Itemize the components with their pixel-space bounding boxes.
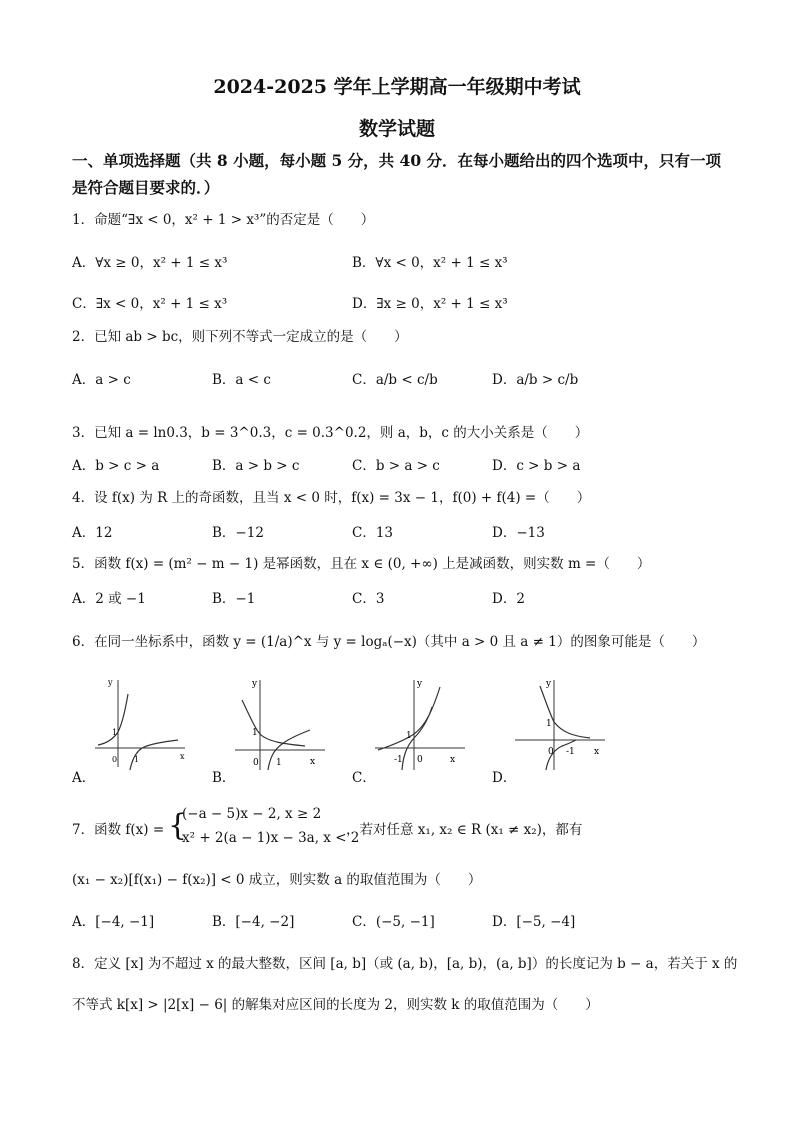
- q2-option-a[interactable]: A．a > c: [72, 372, 131, 388]
- q5-option-a[interactable]: A．2 或 −1: [72, 591, 146, 607]
- graph-a-origin: 0: [112, 755, 118, 764]
- graph-b-exp-curve: [242, 700, 305, 746]
- q7-option-a[interactable]: A．[−4, −1]: [72, 914, 155, 930]
- graph-a: [90, 672, 190, 772]
- q3-option-a[interactable]: A．b > c > a: [72, 458, 160, 474]
- q2-option-c[interactable]: C．a/b < c/b: [352, 372, 438, 388]
- q7-brace: {: [168, 808, 188, 843]
- graph-b-origin: 0: [253, 758, 259, 768]
- exam-subtitle: 数学试题: [358, 118, 435, 140]
- q7-case2: x² + 2(a − 1)x − 3a, x < 2: [182, 830, 360, 846]
- exam-title: 2024-2025 学年上学期高一年级期中考试: [213, 76, 581, 98]
- graph-b-one-y: 1: [252, 728, 258, 738]
- graph-b-one-x: 1: [276, 758, 282, 768]
- graph-a-one-y: 1: [112, 728, 118, 737]
- q3-option-d[interactable]: D．c > b > a: [492, 458, 581, 474]
- q5-option-b[interactable]: B．−1: [212, 591, 256, 607]
- q6-option-a[interactable]: A．: [72, 770, 96, 786]
- graph-d-one-y: 1: [546, 719, 552, 729]
- q4-option-b[interactable]: B．−12: [212, 525, 264, 541]
- section-heading-line1: 一、单项选择题（共 8 小题，每小题 5 分，共 40 分．在每小题给出的四个选项中，只有一项: [72, 151, 722, 170]
- q7-option-d[interactable]: D．[−5, −4]: [492, 914, 576, 930]
- graph-b-y-label: y: [252, 679, 258, 689]
- q7-option-c[interactable]: C．(−5, −1]: [352, 914, 435, 930]
- graph-d: [510, 672, 610, 772]
- q1-option-d[interactable]: D．∃x ≥ 0，x² + 1 ≤ x³: [352, 296, 508, 312]
- q8-line1: 8．定义 [x] 为不超过 x 的最大整数，区间 [a, b]（或 (a, b)，[a, b)，(a, b]）的长度记为 b − a，若关于 x 的: [72, 956, 738, 972]
- q6-option-c[interactable]: C．: [352, 770, 376, 786]
- q6-stem: 6．在同一坐标系中，函数 y = (1/a)^x 与 y = logₐ(−x)（其中 a > 0 且 a ≠ 1）的图象可能是（ ）: [72, 634, 706, 650]
- graph-a-exp-curve: [98, 694, 128, 745]
- section-heading: [72, 147, 732, 201]
- graph-c: [370, 672, 470, 772]
- q3-option-c[interactable]: C．b > a > c: [352, 458, 440, 474]
- q6-option-d[interactable]: D．: [492, 770, 517, 786]
- q2-option-d[interactable]: D．a/b > c/b: [492, 372, 579, 388]
- graph-c-neg-one: -1: [394, 755, 403, 765]
- q4-option-d[interactable]: D．−13: [492, 525, 545, 541]
- q5-stem: 5．函数 f(x) = (m² − m − 1) 是幂函数，且在 x ∈ (0, +∞) 上是减函数，则实数 m =（ ）: [72, 556, 651, 572]
- graph-d-origin: 0: [548, 747, 554, 757]
- graph-b: [230, 672, 330, 772]
- q7-option-b[interactable]: B．[−4, −2]: [212, 914, 295, 930]
- graph-a-one-x: 1: [134, 755, 140, 764]
- q4-stem: 4．设 f(x) 为 R 上的奇函数，且当 x < 0 时，f(x) = 3x − 1，f(0) + f(4) =（ ）: [72, 490, 591, 506]
- graph-c-x-label: x: [450, 755, 456, 765]
- graph-d-exp-curve: [540, 686, 590, 738]
- q5-option-c[interactable]: C．3: [352, 591, 385, 607]
- section-heading-line2: 是符合题目要求的．）: [72, 178, 220, 197]
- q7-case1: (−a − 5)x − 2, x ≥ 2: [182, 806, 322, 822]
- q4-option-c[interactable]: C．13: [352, 525, 394, 541]
- graph-d-y-label: y: [546, 679, 552, 689]
- q2-stem: 2．已知 ab > bc，则下列不等式一定成立的是（ ）: [72, 329, 408, 345]
- graph-a-y-label: y: [108, 678, 113, 687]
- q2-option-b[interactable]: B．a < c: [212, 372, 271, 388]
- q1-option-a[interactable]: A．∀x ≥ 0，x² + 1 ≤ x³: [72, 255, 228, 271]
- q3-option-b[interactable]: B．a > b > c: [212, 458, 300, 474]
- graph-a-x-label: x: [180, 752, 185, 761]
- graph-c-y-label: y: [417, 679, 423, 689]
- q7-stem-c: (x₁ − x₂)[f(x₁) − f(x₂)] < 0 成立，则实数 a 的取值范围为（ ）: [72, 872, 482, 888]
- graph-d-neg-one: -1: [566, 747, 575, 757]
- q7-stem-a: 7．函数 f(x) =: [72, 822, 165, 838]
- q5-option-d[interactable]: D．2: [492, 591, 525, 607]
- q1-option-b[interactable]: B．∀x < 0，x² + 1 ≤ x³: [352, 255, 508, 271]
- q7-stem-b: ，若对任意 x₁, x₂ ∈ R (x₁ ≠ x₂)，都有: [346, 822, 583, 838]
- q1-stem: 1．命题“∃x < 0，x² + 1 > x³”的否定是（ ）: [72, 212, 375, 228]
- q4-option-a[interactable]: A．12: [72, 525, 113, 541]
- q3-stem: 3．已知 a = ln0.3，b = 3^0.3，c = 0.3^0.2，则 a，b，c 的大小关系是（ ）: [72, 425, 589, 441]
- graph-c-origin: 0: [417, 755, 423, 765]
- q8-line2: 不等式 k[x] > |2[x] − 6| 的解集对应区间的长度为 2，则实数 k 的取值范围为（ ）: [72, 997, 599, 1013]
- graph-c-one-y: 1: [406, 731, 412, 741]
- q1-option-c[interactable]: C．∃x < 0，x² + 1 ≤ x³: [72, 296, 228, 312]
- graph-d-x-label: x: [594, 747, 600, 757]
- graph-b-x-label: x: [310, 757, 316, 767]
- q6-option-b[interactable]: B．: [212, 770, 236, 786]
